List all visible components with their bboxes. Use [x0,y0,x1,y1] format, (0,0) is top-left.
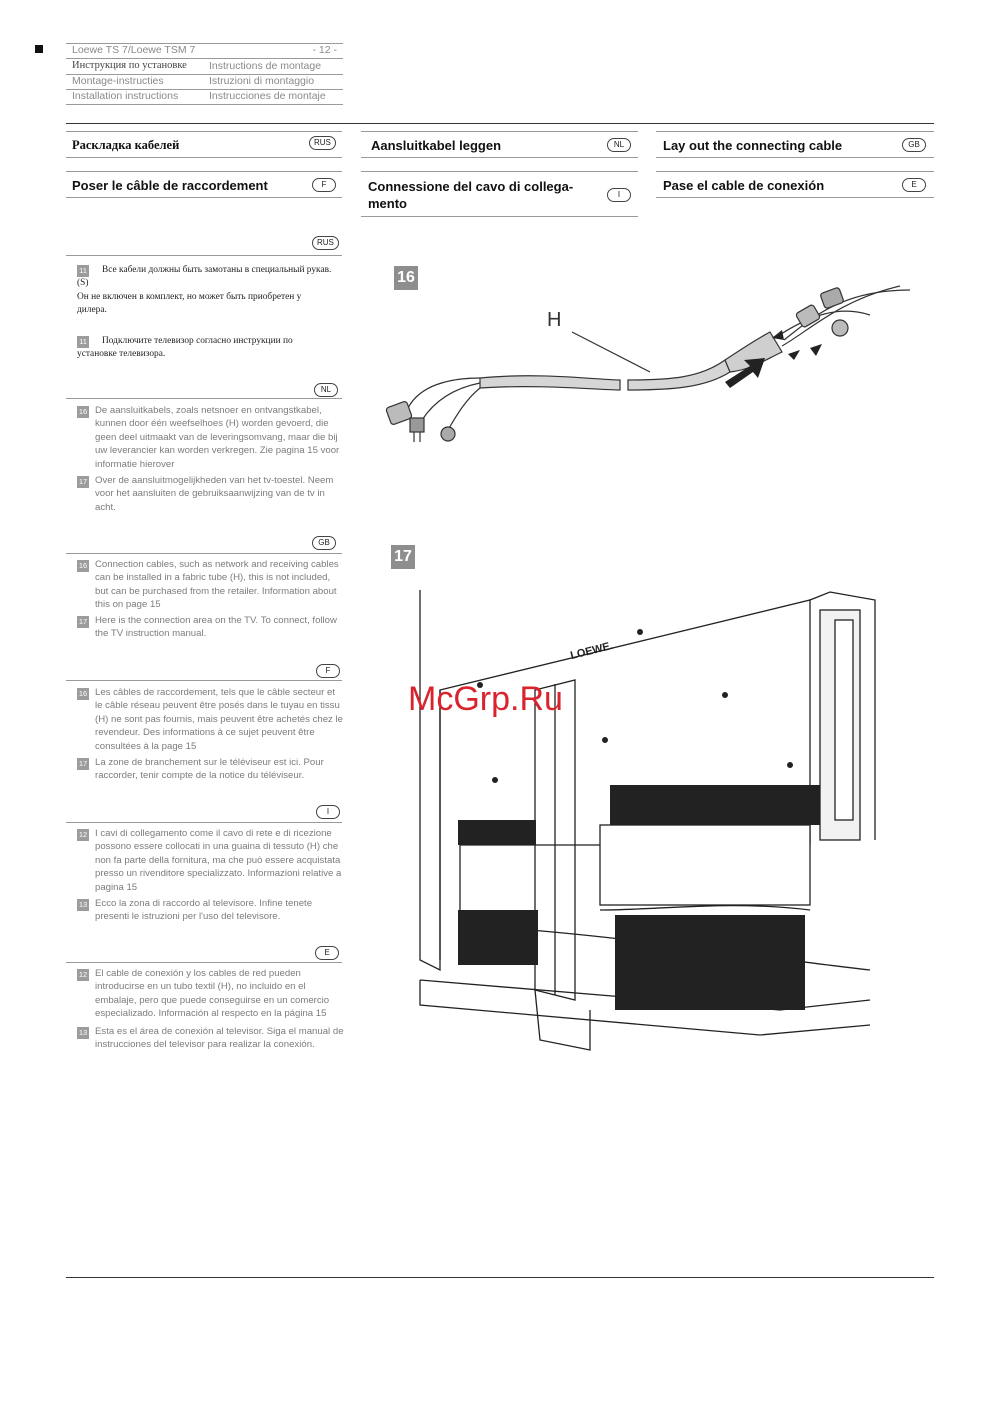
lang-badge-e: E [902,178,926,192]
lang-badge-rus: RUS [309,136,336,150]
header-page-number: - 12 - [312,44,337,56]
section-title-rus: Раскладка кабелей [72,138,180,152]
callout-leader [572,332,650,372]
instruction-text: Here is the connection area on the TV. To connect, follow the TV instruction manual. [95,615,337,640]
lang-badge-f: F [312,178,336,192]
step-number: 11 [77,336,89,348]
instruction-text: Подключите телевизор согласно инструкции по установке телевизора. [77,336,293,360]
step-number: 11 [77,265,89,277]
section-rule [656,171,934,172]
header-title-it: Istruzioni di montaggio [209,75,315,87]
step-number: 12 [78,830,88,839]
step-number: 16 [78,561,88,570]
instruction-rule [66,962,342,963]
section-rule [361,216,638,217]
section-rule [361,131,638,132]
header-rule [66,104,343,105]
header-bullet [35,45,43,53]
step-number: 17 [78,759,88,768]
lang-badge-f: F [316,664,340,678]
tv-brand-logo: LOEWE. [569,639,615,663]
header-product: Loewe TS 7/Loewe TSM 7 [72,44,196,56]
instruction-text: I cavi di collegamento come il cavo di rete e di ricezione possono essere collocati in una guaina di tessuto (H) che non fa parte della fornitura, ma che può essere acquistata presso un rivenditore specializzato. Informazioni relative a pagina 15 [95,828,342,893]
instruction-rule [66,255,342,256]
instruction-rule [66,680,342,681]
instruction-text: La zone de branchement sur le téléviseur est ici. Pour raccorder, tenir compte de la notice du téléviseur. [95,757,324,782]
step-number: 16 [78,407,88,416]
instruction-rule [66,553,342,554]
section-rule [656,197,934,198]
section-rule [66,131,342,132]
section-rule [361,171,638,172]
step-number: 16 [78,689,88,698]
step-number: 17 [78,477,88,486]
instruction-text: El cable de conexión y los cables de red pueden introducirse en un tubo textil (H), no incluido en el embalaje, pero que puede conseguirse en un comercio especializado. Información al respecto en la página 15 [95,968,330,1020]
lang-badge-gb: GB [312,536,336,550]
instruction-text: Over de aansluitmogelijkheden van het tv-toestel. Neem voor het aansluiten de gebruiksaanwijzing van de tv in acht. [95,475,334,513]
instruction-rule [66,822,342,823]
header-title-ru: Инструкция по установке [72,60,187,71]
lang-badge-gb: GB [902,138,926,152]
step-number: 13 [78,900,88,909]
step-number: 17 [78,617,88,626]
section-rule [66,197,342,198]
instruction-rule [66,398,342,399]
section-bar-rule [66,123,934,124]
section-title-e: Pase el cable de conexión [663,178,825,193]
section-title-nl: Aansluitkabel leggen [371,138,502,153]
section-rule [656,157,934,158]
header-title-en: Installation instructions [72,90,179,102]
lang-badge-rus: RUS [312,236,339,250]
header-rule [66,58,343,59]
lang-badge-nl: NL [314,383,338,397]
header-title-es: Instrucciones de montaje [209,90,326,102]
watermark: McGrp.Ru [408,680,563,718]
lang-badge-nl: NL [607,138,631,152]
section-rule [361,157,638,158]
section-title-gb: Lay out the connecting cable [663,138,843,153]
instruction-text: Connection cables, such as network and receiving cables can be installed in a fabric tube (H), this is not included, but can be purchased from the retailer. Information about this on page 15 [95,559,339,611]
instruction-text: Esta es el área de conexión al televisor. Siga el manual de instrucciones del televisor para realizar la conexión. [95,1026,344,1051]
lang-badge-i: I [607,188,631,202]
section-rule [66,171,342,172]
figure-16-label: 16 [394,266,418,290]
footer-rule [66,1277,934,1278]
tv-back-illustration [400,580,880,1055]
lang-badge-e: E [315,946,339,960]
instruction-text: De aansluitkabels, zoals netsnoer en ontvangstkabel, kunnen door één weefselhoes (H) worden gevoerd, die geen deel uitmaakt van de leveringsomvang, maar die bij uw leverancier kan worden verkregen. Zie pagina 15 voor informatie hierover [95,405,340,470]
figure-17-label: 17 [391,545,415,569]
cable-tube-illustration [370,260,930,460]
figure-16-callout: H [547,309,562,331]
header-title-fr: Instructions de montage [209,60,322,72]
instruction-text: Ecco la zona di raccordo al televisore. Infine tenete presenti le istruzioni per l'uso del televisore. [95,898,313,923]
section-title-f: Poser le câble de raccordement [72,178,268,193]
instruction-text: Все кабели должны быть замотаны в специальный рукав. (S) Он не включен в комплект, но может быть приобретен у дилера. [77,265,332,316]
section-title-i: Connessione del cavo di collega- mento [368,179,574,211]
instruction-text: Les câbles de raccordement, tels que le câble secteur et le câble réseau peuvent être posés dans le tuyau en tissu (H) ne sont pas fournis, mais peuvent être achetés chez le revendeur. Des informations à ce sujet peuvent être consultées à la page 15 [95,687,343,752]
header-title-nl: Montage-instructies [72,75,164,87]
section-rule [66,157,342,158]
lang-badge-i: I [316,805,340,819]
step-number: 13 [78,1028,88,1037]
section-rule [656,131,934,132]
step-number: 12 [78,970,88,979]
